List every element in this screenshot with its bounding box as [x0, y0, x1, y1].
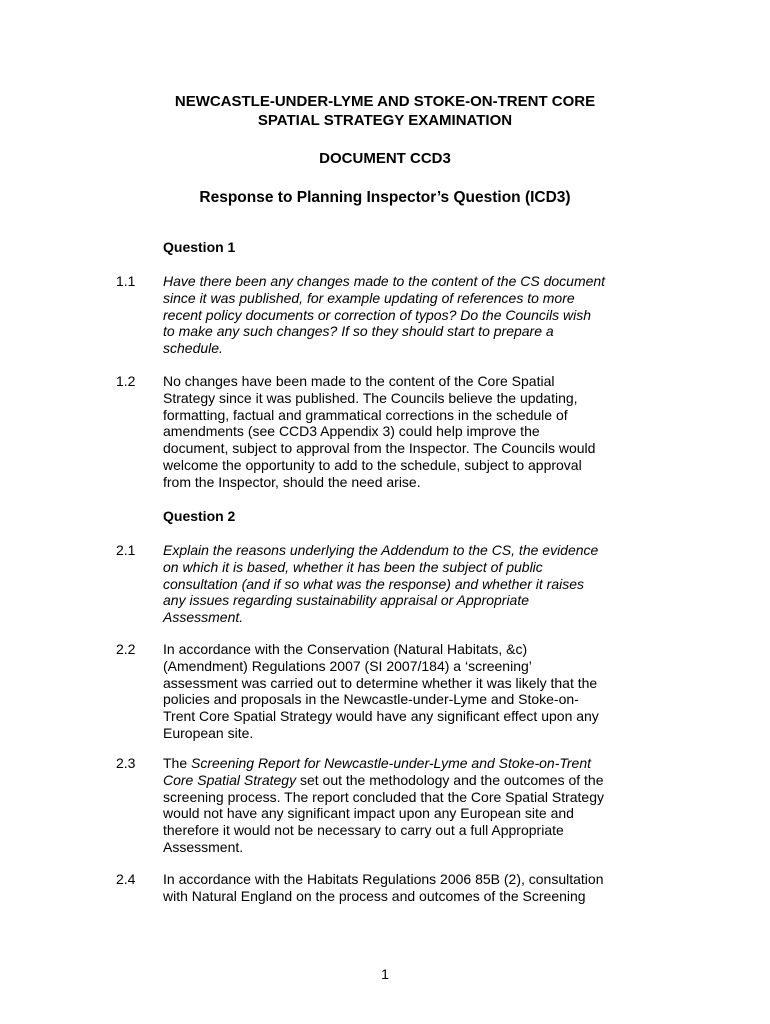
text-line: welcome the opportunity to add to the schedule, subject to approval — [163, 456, 582, 473]
report-title-italic: Core Spatial Strategy — [163, 771, 297, 788]
paragraph-text — [163, 542, 663, 626]
report-title-italic: Screening Report for Newcastle-under-Lyme and Stoke-on-Trent — [191, 755, 591, 771]
paragraph-number: 2.3 — [116, 755, 136, 771]
question-1-heading: Question 1 — [163, 239, 236, 255]
text-line — [163, 755, 663, 772]
text-line: therefore it would not be necessary to carry out a full Appropriate — [163, 822, 564, 839]
text-line: Assessment. — [163, 838, 244, 855]
text-line: schedule. — [163, 340, 223, 357]
text-line: In accordance with the Conservation (Natural Habitats, &c) — [163, 641, 528, 657]
text-line: Have there been any changes made to the content of the CS document — [163, 273, 606, 289]
text-line: would not have any significant impact upon any European site and — [163, 805, 574, 822]
text-line: European site. — [163, 724, 254, 741]
paragraph-number: 1.1 — [116, 273, 136, 289]
paragraph-text — [163, 273, 663, 357]
paragraph-1-1 — [116, 273, 676, 357]
text-line: any issues regarding sustainability appraisal or Appropriate — [163, 592, 530, 609]
paragraph-number: 1.2 — [116, 373, 136, 389]
text-line: on which it is based, whether it has been the subject of public — [163, 558, 543, 575]
text-line: to make any such changes? If so they should start to prepare a — [163, 323, 554, 340]
text-line: assessment was carried out to determine whether it was likely that the — [163, 674, 598, 691]
document-title — [0, 92, 770, 130]
text-plain: The — [163, 755, 192, 771]
paragraph-text — [163, 641, 663, 742]
paragraph-2-4 — [116, 871, 676, 905]
paragraph-2-2 — [116, 641, 676, 742]
text-line: since it was published, for example updating of references to more — [163, 289, 575, 306]
paragraph-number: 2.4 — [116, 871, 136, 887]
text-line: amendments (see CCD3 Appendix 3) could help improve the — [163, 423, 540, 440]
paragraph-number: 2.1 — [116, 542, 136, 558]
text-line: with Natural England on the process and outcomes of the Screening — [163, 887, 586, 904]
title-line-2: SPATIAL STRATEGY EXAMINATION — [257, 112, 513, 129]
document-id: DOCUMENT CCD3 — [319, 150, 451, 167]
document-subtitle: Response to Planning Inspector’s Question (ICD3) — [199, 189, 571, 206]
text-line: Explain the reasons underlying the Addendum to the CS, the evidence — [163, 542, 599, 558]
paragraph-number: 2.2 — [116, 641, 136, 657]
text-line — [163, 772, 663, 789]
text-line: recent policy documents or correction of typos? Do the Councils wish — [163, 306, 591, 323]
paragraph-text — [163, 373, 663, 491]
text-line: from the Inspector, should the need arise. — [163, 473, 421, 490]
text-line: policies and proposals in the Newcastle-under-Lyme and Stoke-on- — [163, 691, 579, 708]
text-line: In accordance with the Habitats Regulations 2006 85B (2), consultation — [163, 871, 604, 887]
text-plain: set out the methodology and the outcomes of the — [296, 771, 604, 788]
text-line: formatting, factual and grammatical corrections in the schedule of — [163, 406, 568, 423]
text-line: consultation (and if so what was the response) and whether it raises — [163, 575, 585, 592]
text-line: (Amendment) Regulations 2007 (SI 2007/184) a ‘screening’ — [163, 657, 532, 674]
text-line: screening process. The report concluded that the Core Spatial Strategy — [163, 788, 604, 805]
text-line: Trent Core Spatial Strategy would have any significant effect upon any — [163, 708, 599, 725]
title-line-1: NEWCASTLE-UNDER-LYME AND STOKE-ON-TRENT CORE — [174, 93, 596, 110]
paragraph-1-2 — [116, 373, 676, 491]
text-line: Assessment. — [163, 609, 244, 626]
paragraph-text — [163, 871, 663, 905]
paragraph-2-1 — [116, 542, 676, 626]
paragraph-text — [163, 755, 663, 856]
text-line: Strategy since it was published. The Councils believe the updating, — [163, 389, 578, 406]
question-2-heading: Question 2 — [163, 508, 236, 524]
paragraph-2-3 — [116, 755, 676, 856]
text-line: document, subject to approval from the Inspector. The Councils would — [163, 440, 596, 457]
text-line: No changes have been made to the content of the Core Spatial — [163, 373, 555, 389]
page-number: 1 — [381, 966, 389, 982]
